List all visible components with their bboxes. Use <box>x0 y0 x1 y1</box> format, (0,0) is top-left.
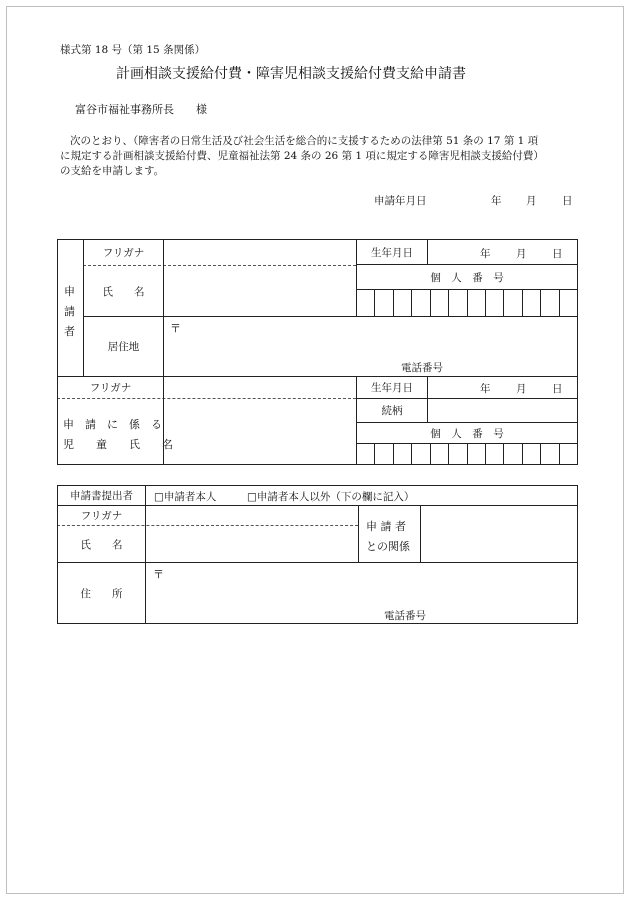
application-date-year: 年 <box>491 195 502 207</box>
applicant-birth-label: 生年月日 <box>371 246 413 259</box>
submitter-phone-label: 電話番号 <box>384 610 426 622</box>
child-personal-number-boxes[interactable] <box>357 444 577 464</box>
intro-paragraph <box>60 134 544 179</box>
submitter-furigana-label: フリガナ <box>80 510 123 522</box>
submitter-address-field[interactable] <box>146 563 577 623</box>
applicant-furigana-label: フリガナ <box>102 246 145 259</box>
intro-line-3: の支給を申請します。 <box>60 165 165 177</box>
applicant-name-field[interactable] <box>164 266 356 316</box>
child-birth-label: 生年月日 <box>371 382 413 394</box>
option-other-checkbox[interactable]: □申請者本人以外（下の欄に記入） <box>247 491 415 503</box>
application-date-month: 月 <box>526 195 537 207</box>
form-number: 様式第 18 号（第 15 条関係） <box>60 44 206 56</box>
child-birth-field[interactable]: 年 月 日 <box>480 383 563 395</box>
child-name-label: 申 請 に 係 る 児 童 氏 名 <box>63 418 173 451</box>
applicant-birth-field[interactable]: 年 月 日 <box>480 248 563 260</box>
submitter-header: 申請書提出者 <box>70 490 133 502</box>
applicant-personal-number-boxes[interactable] <box>357 290 577 316</box>
child-name-field[interactable] <box>164 399 356 464</box>
submitter-name-field[interactable] <box>146 527 358 562</box>
form-title: 計画相談支援給付費・障害児相談支援給付費支給申請書 <box>116 66 466 82</box>
form-page <box>6 6 624 894</box>
intro-line-2: に規定する計画相談支援給付費、児童福祉法第 24 条の 26 第 1 項に規定する障害児相談支援給付費） <box>60 150 544 162</box>
child-relation-field[interactable] <box>428 399 577 422</box>
submitter-furigana-field[interactable] <box>146 506 358 525</box>
application-date-label: 申請年月日 <box>374 195 427 207</box>
child-furigana-label: フリガナ <box>89 382 132 394</box>
application-date-day: 日 <box>562 195 573 207</box>
intro-line-1: 次のとおり、（障害者の日常生活及び社会生活を総合的に支援するための法律第 51 条の 17 第 1 項 <box>70 135 539 147</box>
option-self-checkbox[interactable]: □申請者本人 <box>154 491 217 503</box>
applicant-phone-label: 電話番号 <box>401 362 443 374</box>
child-relation-label: 続柄 <box>381 405 403 417</box>
submitter-name-label: 氏 名 <box>80 539 123 551</box>
child-personal-number-label: 個 人 番 号 <box>430 427 504 440</box>
applicant-personal-number-label: 個 人 番 号 <box>430 271 504 284</box>
applicant-name-label: 氏 名 <box>102 285 145 298</box>
submitter-relation-label: 申 請 者 との関係 <box>366 520 410 553</box>
postal-mark: 〒 <box>170 322 181 335</box>
submitter-address-label: 住 所 <box>80 587 123 600</box>
applicant-address-field[interactable] <box>164 317 577 376</box>
addressee: 富谷市福祉事務所長 様 <box>75 103 207 116</box>
applicant-address-label: 居住地 <box>107 341 140 353</box>
postal-mark: 〒 <box>153 568 164 581</box>
applicant-side-label: 申 請 者 <box>64 285 75 338</box>
submitter-relation-field[interactable] <box>421 506 577 562</box>
applicant-furigana-field[interactable] <box>164 240 356 264</box>
child-furigana-field[interactable] <box>164 377 356 398</box>
